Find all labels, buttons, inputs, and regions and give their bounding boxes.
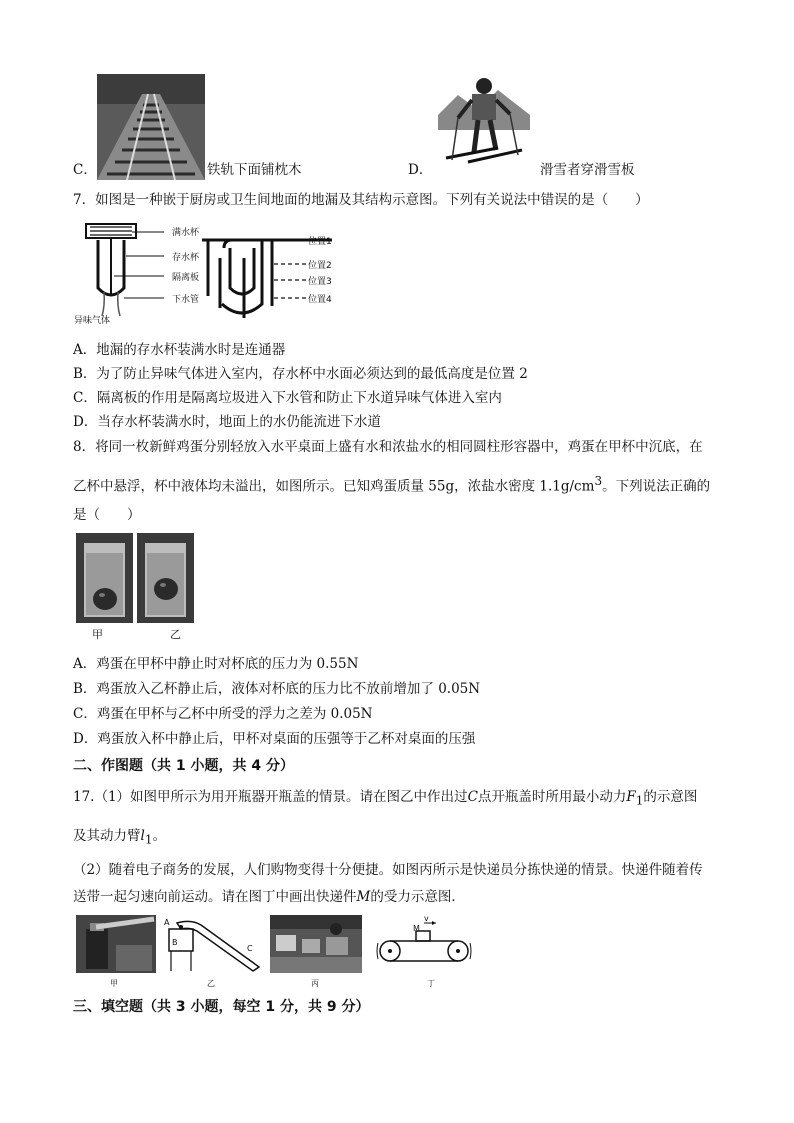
q6-option-d-text: 滑雪者穿滑雪板 (540, 162, 635, 178)
q17-p1-text-d: 及其动力臂 (73, 828, 141, 844)
bottle-opener-photo (76, 915, 156, 973)
label-point-a: A (164, 918, 170, 927)
label-pos1: 位置1 (308, 237, 332, 247)
label-pos3: 位置3 (308, 277, 332, 287)
label-fig-bing: 丙 (311, 979, 319, 988)
q7-option-c: C．隔离板的作用是隔离垃圾进入下水管和防止下水道异味气体进入室内 (73, 390, 502, 406)
q8-stem-line1: 8．将同一枚新鲜鸡蛋分别轻放入水平桌面上盛有水和浓盐水的相同圆柱形容器中，鸡蛋在甲杯中沉底，在 (73, 439, 703, 455)
q17-point-c: C (467, 789, 478, 805)
label-pos2: 位置2 (308, 261, 332, 271)
q17-p2-text-b: 的受力示意图． (370, 889, 465, 905)
q8-stem-line2b: 。下列说法正确的 (602, 478, 711, 495)
q6-option-c-text: 铁轨下面铺枕木 (207, 162, 302, 178)
q17-p1-text-a: 17.（1）如图甲所示为用开瓶器开瓶盖的情景。请在图乙中作出过 (73, 789, 468, 805)
q8-option-a: A．鸡蛋在甲杯中静止时对杯底的压力为 0.55N (73, 656, 359, 672)
q6-option-d-letter: D． (408, 162, 433, 178)
q17-p1-text-c: 的示意图 (643, 789, 698, 805)
label-parcel-m: M (413, 924, 420, 933)
q8-superscript: 3 (594, 474, 603, 488)
egg-cups-image (76, 533, 194, 623)
q8-option-d: D．鸡蛋放入杯中静止后，甲杯对桌面的压强等于乙杯对桌面的压强 (73, 731, 476, 747)
q7-option-b: B．为了防止异味气体进入室内，存水杯中水面必须达到的最低高度是位置 2 (73, 366, 528, 382)
q17-part2-line2 (73, 887, 465, 907)
label-odor-gas: 异味气体 (74, 316, 111, 326)
label-velocity-v: v (424, 914, 429, 923)
label-store-cup: 存水杯 (172, 253, 200, 263)
q17-part1-line1 (73, 787, 697, 811)
q8-option-b: B．鸡蛋放入乙杯静止后，液体对杯底的压力比不放前增加了 0.05N (73, 681, 481, 697)
skier-image (438, 70, 530, 168)
label-pos4: 位置4 (308, 295, 332, 305)
q8-stem-line3: 是（ ） (73, 507, 141, 523)
q7-stem: 7．如图是一种嵌于厨房或卫生间地面的地漏及其结构示意图。下列有关说法中错误的是（ ） (73, 192, 649, 208)
label-yi: 乙 (170, 628, 181, 641)
section2-title: 二、作图题（共 1 小题，共 4 分） (73, 758, 294, 774)
label-drain-pipe: 下水管 (172, 295, 200, 305)
q17-p1-text-e: 。 (152, 828, 166, 844)
q17-force-sub: 1 (635, 793, 644, 808)
conveyor-belt-diagram (374, 915, 474, 973)
label-fig-ding: 丁 (427, 979, 435, 988)
label-point-c: C (247, 944, 253, 953)
q17-arm-sub: 1 (144, 832, 153, 847)
q8-stem-line2 (73, 471, 710, 497)
q7-option-d: D．当存水杯装满水时，地面上的水仍能流进下水道 (73, 414, 381, 430)
q17-parcel-m: M (356, 889, 371, 905)
q17-arm-l: l (140, 828, 145, 844)
q17-part2-line1: （2）随着电子商务的发展，人们购物变得十分便捷。如图丙所示是快递员分拣快递的情景。快递件随着传 (73, 862, 703, 878)
label-full-cup: 满水杯 (172, 228, 200, 238)
label-fig-yi: 乙 (207, 979, 215, 988)
label-separator: 隔离板 (172, 273, 200, 283)
label-point-b: B (172, 938, 178, 947)
q17-part1-line2 (73, 826, 166, 850)
q17-p2-text-a: 送带一起匀速向前运动。请在图丁中画出快递件 (73, 889, 357, 905)
q8-stem-line2a: 乙杯中悬浮，杯中液体均未溢出，如图所示。已知鸡蛋质量 55g，浓盐水密度 1.1g/cm (73, 478, 595, 495)
courier-sorting-photo (270, 915, 362, 973)
railway-track-image (97, 74, 205, 180)
q17-p1-text-b: 点开瓶盖时所用最小动力 (477, 789, 627, 805)
q6-option-c-letter: C． (73, 162, 97, 178)
q17-force-f: F (626, 789, 636, 805)
label-jia: 甲 (92, 628, 103, 641)
q8-option-c: C．鸡蛋在甲杯与乙杯中所受的浮力之差为 0.05N (73, 706, 373, 722)
label-fig-jia: 甲 (110, 979, 118, 988)
q7-option-a: A．地漏的存水杯装满水时是连通器 (73, 342, 286, 358)
section3-title: 三、填空题（共 3 小题，每空 1 分，共 9 分） (73, 999, 370, 1015)
